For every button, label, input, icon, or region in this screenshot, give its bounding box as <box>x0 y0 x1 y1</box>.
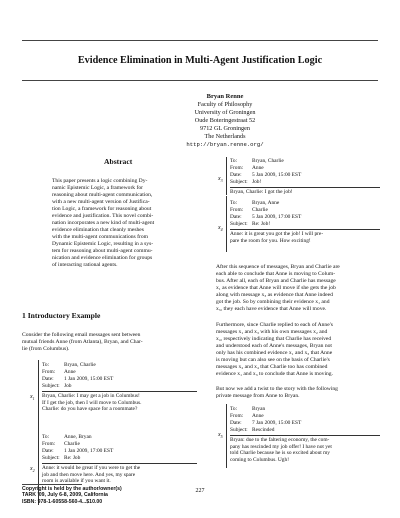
email-bar <box>226 404 227 468</box>
to-key: To: <box>42 362 50 368</box>
to-value: Anne, Bryan <box>64 434 92 440</box>
email-x2 <box>42 434 197 485</box>
abstract-line: nication and evidence elimination for groups <box>52 255 153 261</box>
abstract-heading: Abstract <box>104 157 133 166</box>
to-key: To: <box>230 158 238 164</box>
para-line: each able to conclude that Anne is moving to Colum- <box>216 271 336 277</box>
date-key: Date: <box>42 447 54 454</box>
to-value: Bryan, Charlie <box>252 158 284 164</box>
to-value: Bryan <box>252 406 266 412</box>
email-bar <box>38 360 39 434</box>
subject-key: Subject: <box>42 382 60 389</box>
to-key: To: <box>230 200 238 206</box>
email-body-line: pare the room for you. How exciting! <box>230 237 311 244</box>
email-label-sub: 1 <box>32 396 35 402</box>
email-label-x1 <box>30 394 35 401</box>
to-value: Bryan, Charlie <box>64 362 96 368</box>
para-line: and understood each of Anne's messages, Bryan not <box>216 343 332 349</box>
from-value: Anne <box>252 412 264 419</box>
abstract-line: evidence and justification. This novel combi- <box>52 213 154 219</box>
date-key: Date: <box>230 213 242 220</box>
email-x4 <box>230 200 380 244</box>
from-key: From: <box>42 440 56 447</box>
email-label-sub: 5 <box>220 434 223 440</box>
email-divider <box>230 187 380 188</box>
email-body-line: Charlie: do you have space for a roommate? <box>42 406 138 413</box>
email-body-line: Anne: it is great you got the job! I will pre- <box>230 230 324 237</box>
para-line: got the job. So by combining their evidence x₁ and <box>216 299 330 305</box>
author-affil-line: Faculty of Philosophy <box>197 101 253 108</box>
abstract-line: with a new multi-agent version of Justifica- <box>52 199 150 205</box>
intro-line: lie (from Columbus). <box>22 346 70 352</box>
subject-key: Subject: <box>230 426 248 433</box>
abstract-line: Dynamic Epistemic Logic, resulting in a sys- <box>52 241 154 247</box>
para-line: is moving but can also see on the basis of Charlie's <box>216 357 330 363</box>
para-line: After this sequence of messages, Bryan and Charlie are <box>216 264 340 270</box>
email-body-line: Bryan: due to the faltering economy, the com- <box>230 436 330 443</box>
abstract-text <box>52 178 194 269</box>
date-value: 5 Jan 2009, 15:00 EST <box>252 171 302 178</box>
author-block <box>150 93 300 149</box>
date-key: Date: <box>230 171 242 178</box>
para-line: x₄, respectively indicating that Charlie has received <box>216 336 332 342</box>
date-key: Date: <box>230 419 242 426</box>
email-body-line: Bryan, Charlie: I may get a job in Columbus! <box>42 392 140 399</box>
copyright-line: Copyright is held by the author/owner(s) <box>22 486 122 492</box>
email-body-line: job and then move here. And yes, my spare <box>42 471 136 478</box>
to-value: Bryan, Anne <box>252 200 280 206</box>
date-value: 1 Jan 2009, 17:00 EST <box>64 447 114 454</box>
email-body-line: told Charlie because he is so excited about my <box>230 450 330 457</box>
email-label-x3 <box>218 176 223 183</box>
right-paragraph-1 <box>216 264 378 313</box>
to-key: To: <box>230 406 238 412</box>
email-label: x <box>218 225 221 231</box>
author-affil-line: The Netherlands <box>204 133 246 140</box>
author-affil-line: University of Groningen <box>194 109 256 116</box>
from-key: From: <box>230 412 244 419</box>
author-name: Bryan Renne <box>206 93 244 100</box>
email-body-line: pany has rescinded my job offer! I have not yet <box>230 443 332 450</box>
author-url: http://bryan.renne.org/ <box>186 141 264 148</box>
email-body-line: If I get the job, then I will move to Columbus. <box>42 399 142 406</box>
from-value: Anne <box>64 368 76 375</box>
from-key: From: <box>230 164 244 171</box>
email-divider <box>230 229 380 230</box>
email-label-sub: 3 <box>220 178 223 184</box>
isbn-line: ISBN: 978-1-60558-560-4...$10.00 <box>22 498 103 505</box>
para-line: Furthermore, since Charlie replied to each of Anne's <box>216 322 333 328</box>
abstract-line: This paper presents a logic combining Dy- <box>52 178 148 184</box>
copyright-rule <box>22 484 82 485</box>
subject-value: Job <box>64 382 72 389</box>
from-key: From: <box>230 206 244 213</box>
section-1-intro <box>22 332 197 353</box>
author-affil-line: 9712 GL Groningen <box>200 125 250 132</box>
subject-key: Subject: <box>230 220 248 227</box>
email-label: x <box>30 394 33 400</box>
subject-value: Job! <box>252 178 262 185</box>
para-line: bus. After all, each of Bryan and Charlie has message <box>216 278 336 284</box>
para-line: evidence x₁ and x₃ to conclude that Anne is moving. <box>216 371 333 377</box>
para-line: But now we add a twist to the story with the following <box>216 386 338 392</box>
from-key: From: <box>42 368 56 375</box>
author-affil-line: Oude Boteringestraat 52 <box>194 117 256 124</box>
email-label-sub: 2 <box>32 468 35 474</box>
abstract-line: evidence elimination that cleanly meshes <box>52 227 144 233</box>
email-x1 <box>42 362 197 413</box>
para-line: messages x₁ and x₃ with his own messages x₂ and <box>216 329 328 335</box>
subject-key: Subject: <box>230 178 248 185</box>
from-value: Charlie <box>64 440 80 447</box>
email-body-line: Bryan, Charlie: I got the job! <box>230 188 293 195</box>
para-line: only has his combined evidence x₁ and x₃ that Anne <box>216 350 333 356</box>
abstract-line: tion Logic, a framework for reasoning about <box>52 206 152 212</box>
title-rule <box>22 80 378 81</box>
top-rule <box>22 40 378 41</box>
email-divider <box>230 435 380 436</box>
page-number: 227 <box>195 488 205 494</box>
right-paragraph-2 <box>216 322 378 378</box>
date-value: 7 Jan 2009, 15:00 EST <box>252 419 302 426</box>
email-body-line: room is available if you want it. <box>42 478 111 485</box>
date-value: 5 Jan 2009, 17:00 EST <box>252 213 302 220</box>
copyright-block <box>22 486 182 505</box>
email-x3 <box>230 158 380 196</box>
para-line: along with message x₃ as evidence that Anne indeed <box>216 292 333 298</box>
section-1-heading: 1 Introductory Example <box>22 311 101 320</box>
email-bar <box>226 196 227 252</box>
subject-key: Subject: <box>42 454 60 461</box>
abstract-line: nation incorporates a new kind of multi-agent <box>52 220 155 226</box>
from-value: Charlie <box>252 206 268 213</box>
email-label-x4 <box>218 225 223 232</box>
subject-value: Re: Job <box>64 454 81 461</box>
subject-value: Rescinded <box>252 426 275 433</box>
from-value: Anne <box>252 164 264 171</box>
email-x5 <box>230 406 380 464</box>
subject-value: Re: Job! <box>252 220 271 227</box>
email-label-x2 <box>30 466 35 473</box>
email-label: x <box>218 432 221 438</box>
date-key: Date: <box>42 375 54 382</box>
email-body-line: Anne: it would be great if you were to get the <box>42 464 141 471</box>
email-bar <box>226 157 227 195</box>
email-label: x <box>218 176 221 182</box>
email-body-line: coming to Columbus. Ugh! <box>230 457 289 464</box>
intro-line: Consider the following email messages sent between <box>22 332 141 338</box>
abstract-line: tem for reasoning about multi-agent commu- <box>52 248 153 254</box>
email-label-x5 <box>218 432 223 439</box>
email-divider <box>42 391 197 392</box>
abstract-line: namic Epistemic Logic, a framework for <box>52 185 144 191</box>
email-divider <box>42 463 197 464</box>
intro-line: mutual friends Anne (from Atlanta), Bryan, and Char- <box>22 339 143 345</box>
para-line: private message from Anne to Bryan. <box>216 393 300 399</box>
para-line: messages x₂ and x₄ that Charlie too has combined <box>216 364 328 370</box>
email-label: x <box>30 466 33 472</box>
paper-title: Evidence Elimination in Multi-Agent Justification Logic <box>77 55 323 66</box>
abstract-line: reasoning about multi-agent communication, <box>52 192 153 198</box>
abstract-line: with the multi-agent communications from <box>52 234 149 240</box>
conference-line: TARK '09, July 6-8, 2009, California <box>22 492 108 499</box>
right-paragraph-3 <box>216 386 378 400</box>
para-line: x₃, they each have evidence that Anne will move. <box>216 306 327 312</box>
date-value: 1 Jan 2009, 15:00 EST <box>64 375 114 382</box>
to-key: To: <box>42 434 50 440</box>
abstract-line: of interacting rational agents. <box>52 262 118 268</box>
para-line: x₁ as evidence that Anne will move if she gets the job <box>216 285 336 291</box>
email-label-sub: 4 <box>220 227 223 233</box>
